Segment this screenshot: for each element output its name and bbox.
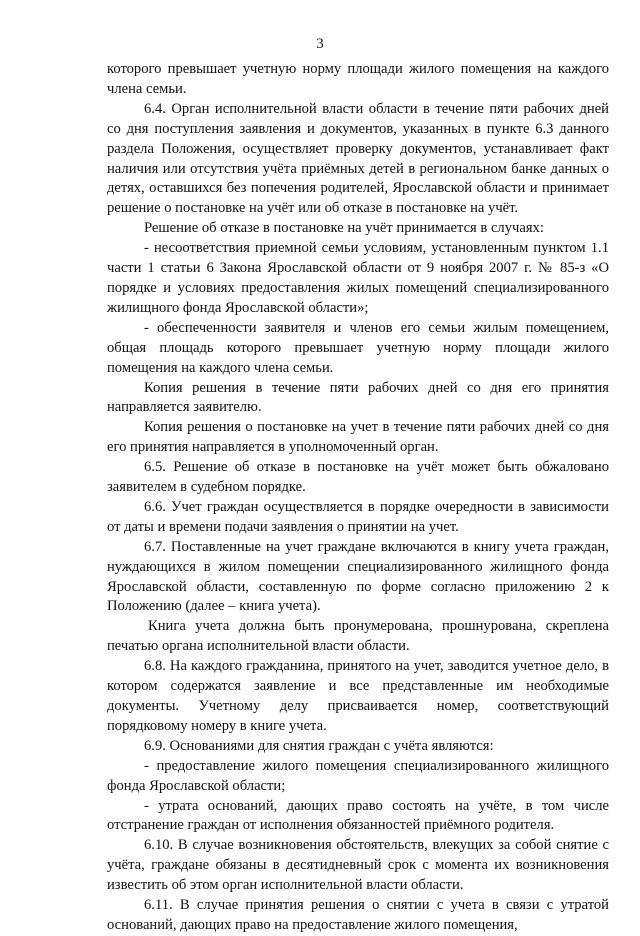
paragraph-6-5: 6.5. Решение об отказе в постановке на учёт может быть обжаловано заявителем в судебном порядке. (107, 459, 609, 496)
list-item-loss-of-grounds: - утрата оснований, дающих право состоять на учёте, в том числе отстранение граждан от исполнения обязанностей приёмного родителя. (107, 797, 609, 834)
list-item-housing-provided: - предоставление жилого помещения специализированного жилищного фонда Ярославской области; (107, 757, 609, 794)
paragraph-6-10: 6.10. В случае возникновения обстоятельств, влекущих за собой снятие с учёта, граждане обязаны в десятидневный срок с момента их возникновения известить об этом орган исполнительной власти области. (107, 837, 609, 894)
paragraph-6-9: 6.9. Основаниями для снятия граждан с учёта являются: (144, 737, 494, 754)
list-item-provision: - обеспеченности заявителя и членов его семьи жилым помещением, общая площадь которого превышает учетную норму площади жилого помещения на каждого члена семьи. (107, 319, 609, 376)
paragraph-continuation: которого превышает учетную норму площади жилого помещения на каждого члена семьи. (107, 61, 609, 97)
paragraph-refusal-cases: Решение об отказе в постановке на учёт принимается в случаях: (144, 220, 544, 237)
paragraph-6-6: 6.6. Учет граждан осуществляется в порядке очередности в зависимости от даты и времени подачи заявления о принятии на учет. (107, 498, 609, 535)
paragraph-book: Книга учета должна быть пронумерована, прошнурована, скреплена печатью органа исполнительной власти области. (107, 618, 609, 655)
paragraph-copy-to-applicant: Копия решения в течение пяти рабочих дней со дня его принятия направляется заявителю. (107, 379, 609, 416)
list-item-noncompliance: - несоответствия приемной семьи условиям, установленным пунктом 1.1 части 1 статьи 6 Закона Ярославской области от 9 ноября 2007 г. № 85-з «О порядке и условиях предоставления жилых помещений специализированного жилищного фонда Ярославской области»; (107, 240, 609, 316)
page-number: 3 (316, 36, 324, 52)
paragraph-6-11: 6.11. В случае принятия решения о снятии с учета в связи с утратой оснований, дающих право на предоставление жилого помещения, (107, 897, 609, 933)
document-body (107, 60, 609, 936)
paragraph-6-7: 6.7. Поставленные на учет граждане включаются в книгу учета граждан, нуждающихся в жилом помещении специализированного жилищного фонда Ярославской области, составленную по форме согласно приложению 2 к Положению (далее – книга учета). (107, 538, 609, 615)
paragraph-copy-to-authority: Копия решения о постановке на учет в течение пяти рабочих дней со дня его принятия направляется в уполномоченный орган. (107, 419, 609, 456)
paragraph-6-4: 6.4. Орган исполнительной власти области в течение пяти рабочих дней со дня поступления заявления и документов, указанных в пункте 6.3 данного раздела Положения, осуществляет проверку документов, устанавливает факт наличия или отсутствия учёта приёмных детей в региональном банке данных о детях, оставшихся без попечения родителей, Ярославской области и принимает решение о постановке на учёт или об отказе в постановке на учёт. (107, 100, 609, 217)
paragraph-6-8: 6.8. На каждого гражданина, принятого на учет, заводится учетное дело, в котором содержатся заявление и все представленные им необходимые документы. Учетному делу присваивается номер, соответствующий порядковому номеру в книге учета. (107, 658, 609, 734)
